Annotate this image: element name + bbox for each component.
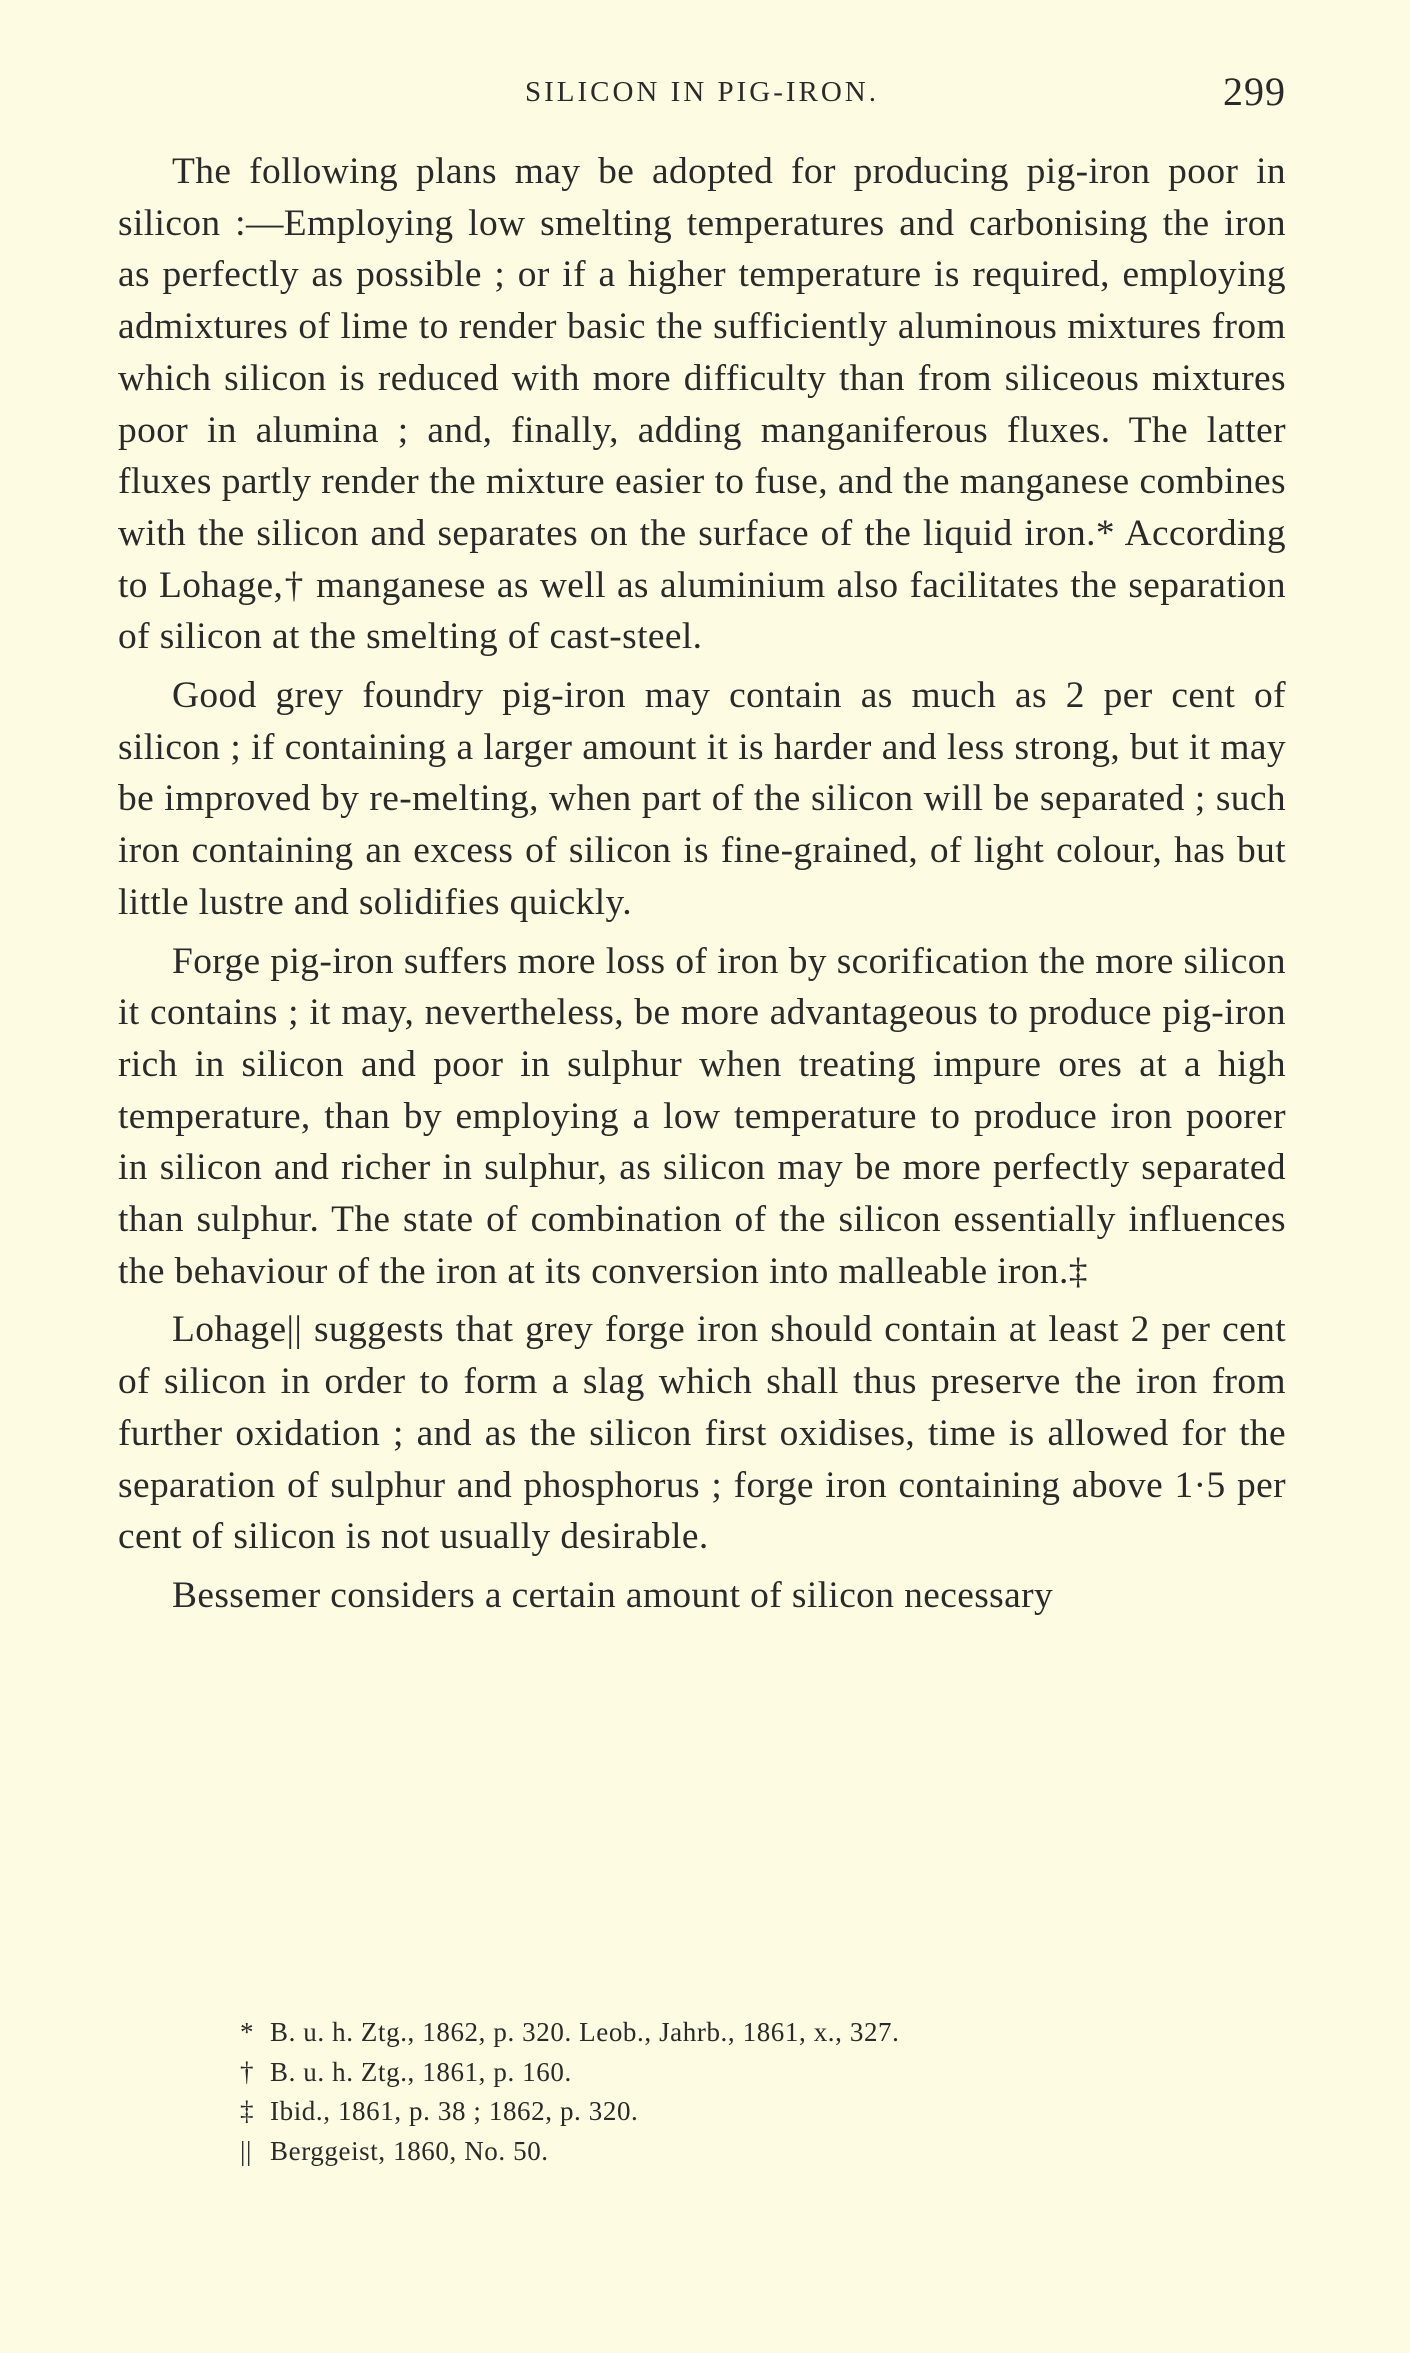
paragraph: Bessemer considers a certain amount of silicon necessary bbox=[172, 1574, 1054, 1616]
page-number: 299 bbox=[1223, 69, 1286, 114]
footnote-text: Berggeist, 1860, No. 50. bbox=[270, 2135, 549, 2166]
paragraph: Forge pig-iron suffers more loss of iron by scorification the more silicon it contains ; it may, nevertheless, be more advantageous to produce pig-iron rich in silicon and poor in sulphur when treating impure ores at a high temperature, than by employing a low temperature to produce iron poorer in silicon and richer in sulphur, as silicon may be more perfectly separated than sulphur. The state of combination of the silicon essentially influences the behaviour of the iron at its conversion into malleable iron.‡ bbox=[118, 940, 1286, 1292]
running-head bbox=[118, 64, 1286, 124]
paragraph: Good grey foundry pig-iron may contain as much as 2 per cent of silicon ; if containing a larger amount it is harder and less strong, but it may be improved by re-melting, when part of the silicon will be separated ; such iron containing an excess of silicon is fine-grained, of light colour, has but little lustre and solidifies quickly. bbox=[118, 675, 1286, 923]
paragraph: The following plans may be adopted for producing pig-iron poor in silicon :—Employing low smelting temperatures and carbonising the iron as perfectly as possible ; or if a higher temperature is required, employing admixtures of lime to render basic the sufficiently aluminous mixtures from which silicon is reduced with more difficulty than from siliceous mixtures poor in alumina ; and, finally, adding manganiferous fluxes. The latter fluxes partly render the mixture easier to fuse, and the manganese combines with the silicon and separates on the surface of the liquid iron.* According to Lohage,† manganese as well as aluminium also facilitates the separation of silicon at the smelting of cast-steel. bbox=[118, 151, 1286, 658]
footnote-mark: || bbox=[240, 2135, 253, 2166]
footnote bbox=[240, 2092, 1240, 2132]
running-title: SILICON IN PIG-IRON. bbox=[524, 76, 879, 108]
footnote-mark: ‡ bbox=[240, 2096, 255, 2126]
footnote bbox=[240, 2132, 1240, 2172]
footnote-text: Ibid., 1861, p. 38 ; 1862, p. 320. bbox=[270, 2096, 639, 2126]
footnote bbox=[240, 2053, 1240, 2093]
footnote bbox=[240, 2013, 1240, 2053]
footnote-text: B. u. h. Ztg., 1862, p. 320. Leob., Jahrb., 1861, x., 327. bbox=[270, 2017, 900, 2047]
footnote-mark: † bbox=[240, 2056, 255, 2087]
footnote-text: B. u. h. Ztg., 1861, p. 160. bbox=[270, 2056, 572, 2087]
paragraph: Lohage|| suggests that grey forge iron should contain at least 2 per cent of silicon in order to form a slag which shall thus preserve the iron from further oxidation ; and as the silicon first oxidises, time is allowed for the separation of sulphur and phosphorus ; forge iron containing above 1·5 per cent of silicon is not usually desirable. bbox=[118, 1309, 1286, 1558]
body-text bbox=[118, 146, 1286, 1629]
footnotes bbox=[240, 2013, 1240, 2171]
footnote-mark: * bbox=[240, 2017, 255, 2047]
